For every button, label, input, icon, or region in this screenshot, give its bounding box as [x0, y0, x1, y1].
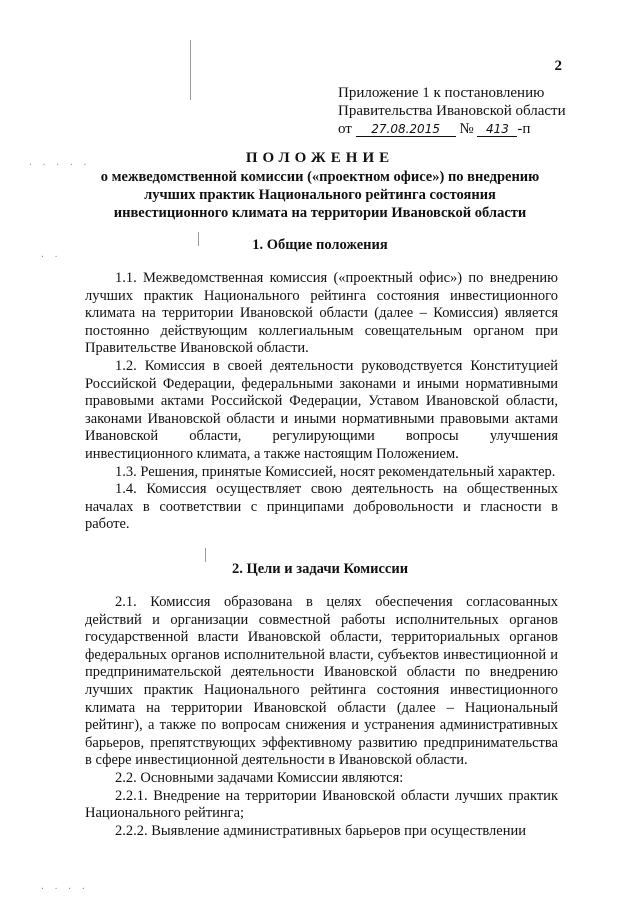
paragraph-1-3: 1.3. Решения, принятые Комиссией, носят рекомендательный характер. [115, 463, 556, 480]
appendix-date-line [338, 120, 568, 138]
decree-date: 27.08.2015 [356, 123, 456, 137]
page-number: 2 [554, 58, 562, 74]
subtitle-line: инвестиционного климата на территории Ивановской области [113, 205, 527, 221]
document-subtitle [80, 168, 560, 222]
document-title: ПОЛОЖЕНИЕ [245, 150, 395, 166]
from-label: от [338, 121, 352, 137]
section-1-heading: 1. Общие положения [252, 237, 388, 253]
scan-artifact-dots: · · [40, 252, 61, 261]
decree-number: 413 [477, 123, 517, 137]
appendix-line-2: Правительства Ивановской области [338, 103, 566, 119]
number-suffix: -п [517, 121, 531, 137]
subtitle-line: о межведомственной комиссии («проектном офисе») по внедрению [100, 169, 540, 185]
section-2-heading: 2. Цели и задачи Комиссии [231, 561, 409, 577]
paragraph-2-1: 2.1. Комиссия образована в целях обеспечения согласованных действий и организации совместной работы исполнительных органов государственной власти Ивановской области, территориальных органов федеральных органов исполнительной власти, субъектов инвестиционной и предпринимательской деятельности Ивановской области по внедрению лучших практик Национального рейтинга состояния инвестиционного климата на территории Ивановской области (далее – Национальный рейтинг), а также по вопросам снижения и устранения административных барьеров, препятствующих эффективному развитию предпринимательства в сфере инвестиционной деятельности в Ивановской области. [85, 594, 558, 769]
section-1-body [85, 270, 558, 534]
section-2-body [85, 594, 558, 840]
scan-artifact-mark [190, 40, 191, 100]
paragraph-2-2-2: 2.2.2. Выявление административных барьеров при осуществлении [115, 822, 527, 839]
paragraph-2-2: 2.2. Основными задачами Комиссии являются: [115, 769, 404, 786]
number-label: № [459, 121, 474, 137]
scan-artifact-mark [205, 548, 206, 562]
paragraph-1-1: 1.1. Межведомственная комиссия («проектный офис») по внедрению лучших практик Национального рейтинга состояния инвестиционного климата на территории Ивановской области (далее – Комиссия) является постоянно действующим коллегиальным совещательным органом при Правительстве Ивановской области. [85, 270, 558, 357]
scan-artifact-dots: · · · · [40, 884, 88, 893]
subtitle-line: лучших практик Национального рейтинга состояния [144, 187, 496, 203]
paragraph-1-2: 1.2. Комиссия в своей деятельности руководствуется Конституцией Российской Федерации, федеральными законами и иными нормативными правовыми актами Российской Федерации, Уставом Ивановской области, законами Ивановской области и иными нормативными правовыми актами Ивановской области, регулирующими вопросы улучшения инвестиционного климата, а также настоящим Положением. [85, 357, 558, 462]
scan-artifact-dots: · · · · · [28, 160, 90, 169]
appendix-reference [338, 84, 568, 138]
paragraph-1-4: 1.4. Комиссия осуществляет свою деятельность на общественных началах в соответствии с принципами добровольности и гласности в работе. [85, 481, 558, 533]
appendix-line-1: Приложение 1 к постановлению [338, 85, 545, 101]
paragraph-2-2-1: 2.2.1. Внедрение на территории Ивановской области лучших практик Национального рейтинга; [85, 787, 558, 822]
